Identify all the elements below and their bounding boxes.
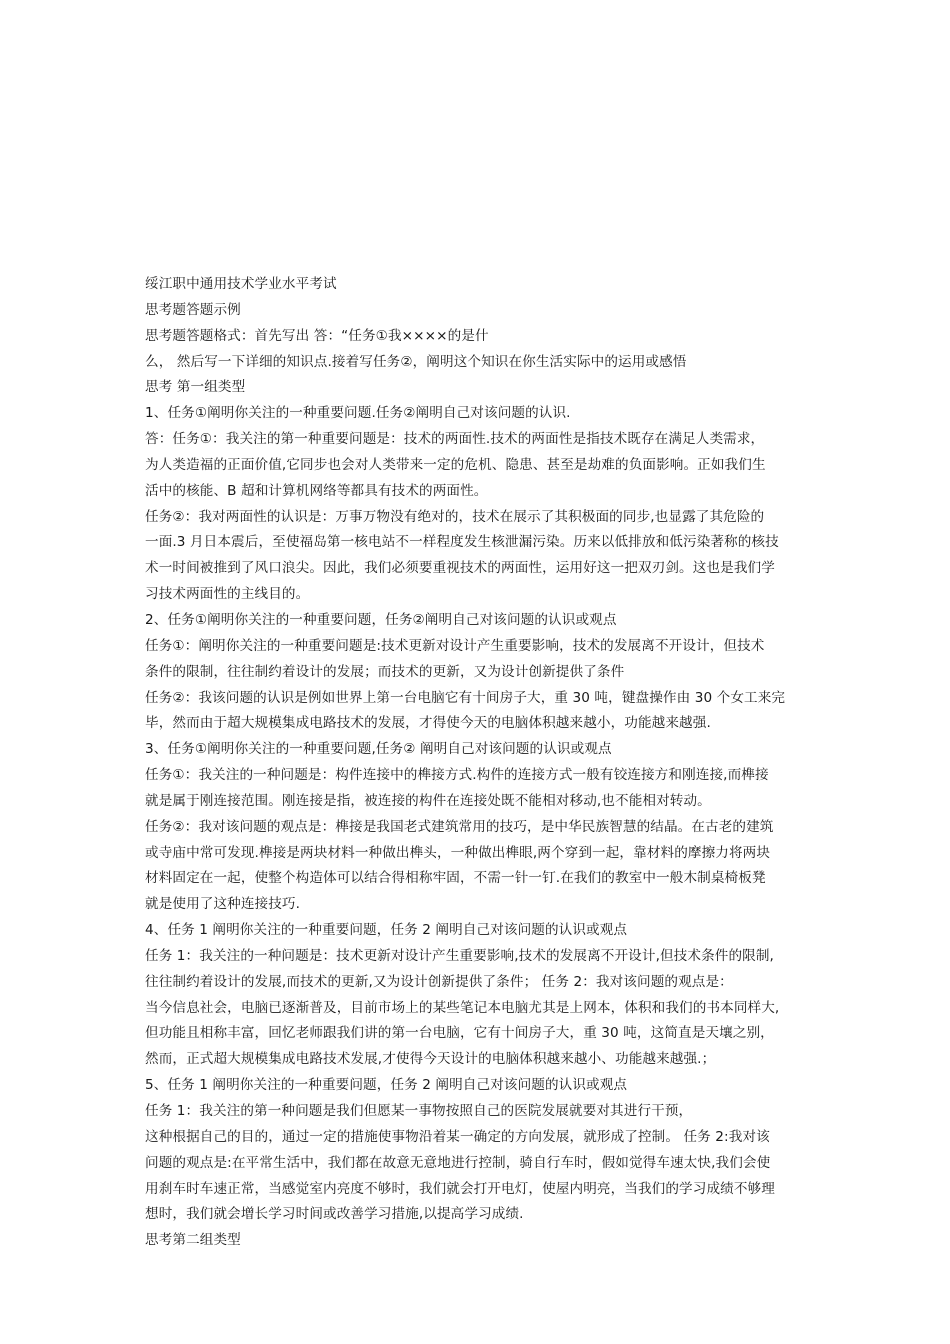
answer-line: 为人类造福的正面价值,它同步也会对人类带来一定的危机、隐患、甚至是劫难的负面影响。正如我们生	[145, 456, 766, 473]
format-instruction-line: 么， 然后写一下详细的知识点.接着写任务②，阐明这个知识在你生活实际中的运用或感悟	[145, 353, 687, 370]
answer-line: 当今信息社会，电脑已逐渐普及，目前市场上的某些笔记本电脑尤其是上网本，体积和我们的书本同样大,	[145, 999, 780, 1016]
answer-line: 活中的核能、B 超和计算机网络等都具有技术的两面性。	[145, 482, 488, 499]
section-heading: 思考 第一组类型	[145, 379, 246, 396]
question-heading: 4、任务 1 阐明你关注的一种重要问题，任务 2 阐明自己对该问题的认识或观点	[145, 922, 628, 939]
answer-line: 问题的观点是:在平常生活中，我们都在故意无意地进行控制，骑自行车时，假如觉得车速太快,我们会使	[145, 1154, 771, 1171]
answer-line: 一面.3 月日本震后，至使福岛第一核电站不一样程度发生核泄漏污染。历来以低排放和低污染著称的核技	[145, 534, 779, 551]
answer-line: 毕，然而由于超大规模集成电路技术的发展，才得使今天的电脑体积越来越小，功能越来越强.	[145, 715, 711, 732]
answer-line: 往往制约着设计的发展,而技术的更新,又为设计创新提供了条件； 任务 2：我对该问题的观点是：	[145, 973, 733, 990]
answer-line: 任务②：我该问题的认识是例如世界上第一台电脑它有十间房子大，重 30 吨，键盘操作由 30 个女工来完	[145, 689, 786, 706]
answer-line: 用刹车时车速正常，当感觉室内亮度不够时，我们就会打开电灯，使屋内明亮，当我们的学习成绩不够理	[145, 1180, 775, 1197]
answer-line: 习技术两面性的主线目的。	[145, 586, 310, 603]
question-heading: 1、任务①阐明你关注的一种重要问题.任务②阐明自己对该问题的认识.	[145, 405, 571, 422]
question-heading: 2、任务①阐明你关注的一种重要问题，任务②阐明自己对该问题的认识或观点	[145, 611, 617, 628]
format-instruction-line: 思考题答题格式：首先写出 答：“任务①我××××的是什	[145, 327, 489, 344]
answer-line: 任务②：我对该问题的观点是：榫接是我国老式建筑常用的技巧，是中华民族智慧的结晶。在古老的建筑	[145, 818, 774, 835]
answer-line: 想时，我们就会增长学习时间或改善学习措施,以提高学习成绩.	[145, 1206, 524, 1223]
document-title: 绥江职中通用技术学业水平考试	[145, 276, 337, 292]
answer-line: 任务②：我对两面性的认识是：万事万物没有绝对的，技术在展示了其积极面的同步,也显露了其危险的	[145, 508, 765, 525]
question-heading: 5、任务 1 阐明你关注的一种重要问题，任务 2 阐明自己对该问题的认识或观点	[145, 1077, 628, 1094]
question-heading: 3、任务①阐明你关注的一种重要问题,任务② 阐明自己对该问题的认识或观点	[145, 741, 612, 758]
answer-line: 或寺庙中常可发现.榫接是两块材料一种做出榫头，一种做出榫眼,两个穿到一起，靠材料的摩擦力将两块	[145, 844, 771, 861]
answer-line: 就是使用了这种连接技巧.	[145, 896, 301, 913]
answer-line: 但功能且相称丰富，回忆老师跟我们讲的第一台电脑，它有十间房子大，重 30 吨，这简直是天壤之别，	[145, 1025, 774, 1042]
section-heading: 思考第二组类型	[145, 1232, 241, 1249]
document-subtitle: 思考题答题示例	[145, 301, 241, 318]
answer-line: 答：任务①：我关注的第一种重要问题是：技术的两面性.技术的两面性是指技术既存在满足人类需求，	[145, 431, 765, 448]
document-body	[145, 272, 815, 1254]
answer-line: 任务 1：我关注的一种问题是：技术更新对设计产生重要影响,技术的发展离不开设计,但技术条件的限制,	[145, 947, 774, 964]
answer-line: 材料固定在一起，使整个构造体可以结合得相称牢固，不需一针一钉.在我们的教室中一般木制桌椅板凳	[145, 870, 766, 887]
answer-line: 然而，正式超大规模集成电路技术发展,才使得今天设计的电脑体积越来越小、功能越来越强.；	[145, 1051, 716, 1068]
answer-line: 条件的限制，往往制约着设计的发展；而技术的更新，又为设计创新提供了条件	[145, 663, 625, 680]
answer-line: 这种根据自己的目的，通过一定的措施使事物沿着某一确定的方向发展，就形成了控制。 任务 2:我对该	[145, 1128, 770, 1145]
answer-line: 就是属于刚连接范围。刚连接是指，被连接的构件在连接处既不能相对移动,也不能相对转动。	[145, 792, 711, 809]
answer-line: 术一时间被推到了风口浪尖。因此，我们必须要重视技术的两面性，运用好这一把双刃剑。这也是我们学	[145, 560, 775, 577]
answer-line: 任务 1：我关注的第一种问题是我们但愿某一事物按照自己的医院发展就要对其进行干预，	[145, 1103, 693, 1119]
answer-line: 任务①：阐明你关注的一种重要问题是:技术更新对设计产生重要影响，技术的发展离不开设计，但技术	[145, 637, 765, 654]
answer-line: 任务①：我关注的一种问题是：构件连接中的榫接方式.构件的连接方式一般有铰连接方和刚连接,而榫接	[145, 767, 769, 784]
